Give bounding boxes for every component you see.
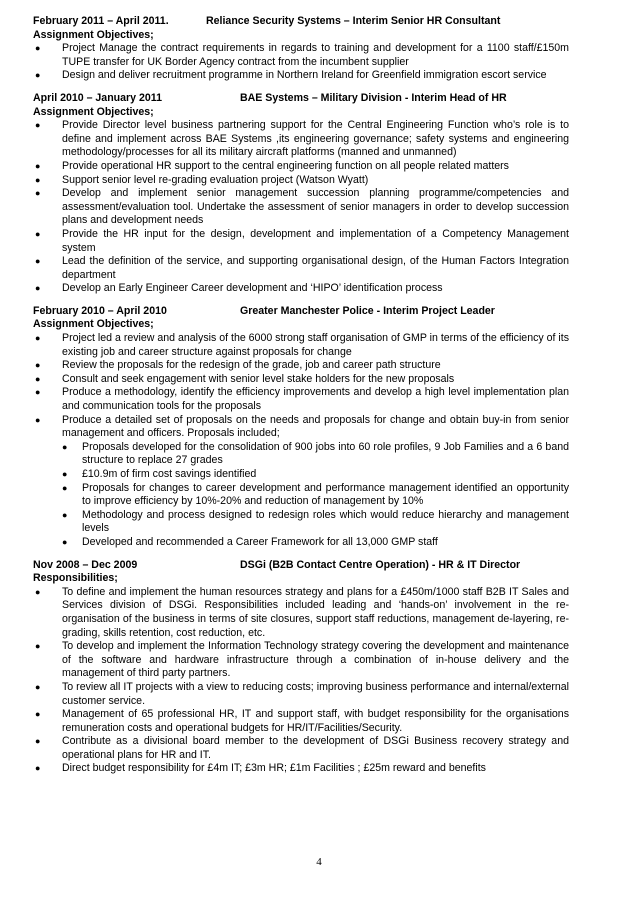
job-dates: February 2010 – April 2010	[33, 304, 167, 317]
bullet-icon: ●	[35, 387, 41, 398]
job-title: Greater Manchester Police - Interim Project Leader	[240, 304, 495, 317]
job-title: DSGi (B2B Contact Centre Operation) - HR & IT Director	[240, 558, 521, 571]
bullet-icon: ●	[35, 120, 41, 131]
list-item: ● Direct budget responsibility for £4m IT; £3m HR; £1m Facilities ; £25m reward and benefits	[35, 762, 486, 775]
list-item: ● Management of 65 professional HR, IT and support staff, with budget responsibility for the organisations remuneration costs and operational budgets for HR/IT/Facilities/Security.	[35, 708, 569, 734]
list-item: ● Project led a review and analysis of the 6000 strong staff organisation of GMP in terms of the efficiency of its existing job and career structure against proposals for change	[35, 332, 570, 358]
bullet-icon: ●	[35, 414, 41, 425]
bullet-icon: ●	[35, 160, 41, 171]
bullet-icon: ●	[35, 360, 41, 371]
bullet-icon: ●	[35, 709, 41, 720]
bullet-icon: ●	[35, 256, 41, 267]
list-item: ● To review all IT projects with a view to reducing costs; improving business performance and internal/external customer service.	[35, 680, 569, 707]
page-number: 4	[316, 856, 322, 868]
job-title: BAE Systems – Military Division - Interim Head of HR	[240, 91, 507, 104]
sub-list-item: ● Methodology and process designed to redesign roles which would reduce hierarchy and management levels	[62, 508, 569, 535]
bullet-icon: ●	[62, 482, 68, 493]
bullet-icon: ●	[35, 373, 41, 384]
section-subheading: Responsibilities;	[33, 572, 118, 585]
list-item: ● Develop and implement senior management succession planning programme/competencies and assessment/evaluation tool. Undertake the assessment of senior managers in order to develop succession plans and development needs	[35, 187, 569, 227]
job-dates: Nov 2008 – Dec 2009	[33, 558, 138, 571]
bullet-icon: ●	[35, 188, 41, 199]
job-section-reliance	[33, 15, 569, 83]
job-section-bae	[33, 92, 569, 296]
bullet-icon: ●	[35, 70, 41, 81]
bullet-icon: ●	[62, 509, 68, 520]
job-header	[33, 559, 569, 573]
bullet-icon: ●	[35, 43, 41, 54]
bullet-icon: ●	[35, 586, 41, 597]
cv-page	[33, 15, 569, 785]
list-item: ● Provide operational HR support to the central engineering function on all people related matters	[35, 159, 509, 172]
job-section-gmp	[33, 305, 569, 550]
job-title: Reliance Security Systems – Interim Senior HR Consultant	[206, 15, 501, 27]
job-dates: February 2011 – April 2011.	[33, 15, 169, 27]
list-item: ● Design and deliver recruitment programme in Northern Ireland for Greenfield immigration escort service	[35, 69, 547, 82]
list-item: ● Support senior level re-grading evaluation project (Watson Wyatt)	[35, 173, 369, 186]
sub-list-item: ● Proposals developed for the consolidation of 900 jobs into 60 role profiles, 9 Job Families and a 6 band structure to replace 27 grades	[62, 440, 569, 467]
bullet-icon: ●	[35, 174, 41, 185]
bullet-icon: ●	[35, 228, 41, 239]
list-item: ● Provide Director level business partnering support for the Central Engineering Function who’s role is to define and implement across BAE Systems ,its engineering governance; safety systems and engineering methodology/processes for all its military aircraft platforms (manned and unmanned)	[35, 119, 569, 159]
section-subheading: Assignment Objectives;	[33, 105, 154, 118]
list-item: ● Contribute as a divisional board member to the development of DSGi Business recovery strategy and operational plans for HR and IT.	[35, 735, 569, 761]
bullet-list	[33, 119, 569, 296]
bullet-icon: ●	[35, 681, 41, 692]
section-subheading: Assignment Objectives;	[33, 28, 154, 41]
job-header	[33, 15, 569, 29]
list-item: ● Consult and seek engagement with senior level stake holders for the new proposals	[35, 372, 455, 385]
list-item: ● Produce a detailed set of proposals on the needs and proposals for change and obtain buy-in from senior management and officers. Proposals included;	[35, 413, 569, 440]
bullet-list	[33, 586, 569, 776]
job-dates: April 2010 – January 2011	[33, 91, 162, 104]
bullet-icon: ●	[35, 736, 41, 747]
bullet-icon: ●	[62, 536, 68, 547]
bullet-list	[33, 332, 569, 441]
bullet-icon: ●	[62, 469, 68, 479]
sub-bullet-list	[33, 441, 569, 550]
list-item: ● To define and implement the human resources strategy and plans for a £450m/1000 staff B2B IT Sales and Services division of DSGi. Responsibilities included leading and ‘hands-on’ involvement in the re-organisation of the business in terms of site closures, support staff reductions, management de-layering, re-grading, skills retention, cost reduction, etc.	[35, 585, 569, 639]
bullet-icon: ●	[35, 283, 41, 294]
section-subheading: Assignment Objectives;	[33, 318, 154, 331]
bullet-icon: ●	[35, 763, 41, 774]
sub-list-item: ● Developed and recommended a Career Framework for all 13,000 GMP staff	[62, 535, 438, 548]
list-item: ● To develop and implement the Information Technology strategy covering the development and maintenance of the software and hardware infrastructure through a combination of in-house delivery and the management of third party partners.	[35, 640, 569, 680]
job-header	[33, 305, 569, 319]
bullet-icon: ●	[35, 333, 41, 344]
list-item: ● Project Manage the contract requirements in regards to training and development for a 1100 staff/£150m TUPE transfer for UK Border Agency contract from the incumbent supplier	[35, 42, 569, 68]
list-item: ● Produce a methodology, identify the efficiency improvements and develop a high level implementation plan and communication tools for the proposals	[35, 386, 569, 413]
list-item: ● Develop an Early Engineer Career development and ‘HIPO’ identification process	[35, 282, 443, 295]
job-header	[33, 92, 569, 106]
job-section-dsgi	[33, 559, 569, 777]
list-item: ● Lead the definition of the service, and supporting organisational design, of the Human Factors Integration department	[35, 255, 569, 281]
bullet-icon: ●	[35, 641, 41, 652]
bullet-list	[33, 42, 569, 83]
sub-list-item: ● Proposals for changes to career development and performance management identified an opportunity to improve efficiency by 10%-20% and reduction of management by 10%	[62, 481, 569, 508]
list-item: ● Review the proposals for the redesign of the grade, job and career path structure	[35, 359, 441, 372]
list-item: ● Provide the HR input for the design, development and implementation of a Competency Management system	[35, 227, 569, 254]
bullet-icon: ●	[62, 441, 68, 452]
sub-list-item: ● £10.9m of firm cost savings identified	[62, 468, 257, 480]
